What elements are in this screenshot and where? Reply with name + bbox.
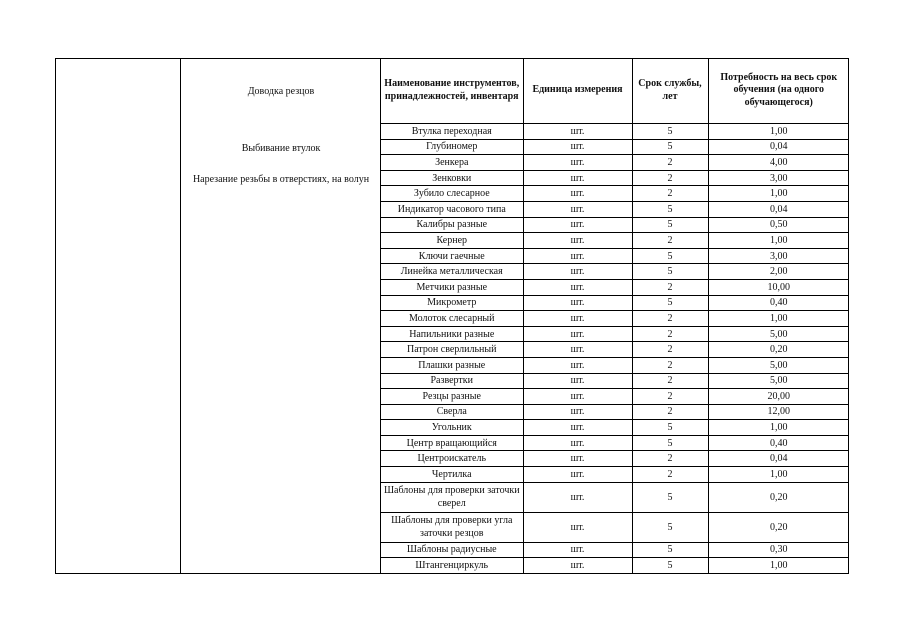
cell-need: 0,50 xyxy=(708,217,849,233)
cell-name: Чертилка xyxy=(381,467,523,483)
cell-name: Калибры разные xyxy=(381,217,523,233)
cell-unit: шт. xyxy=(523,373,632,389)
cell-need: 1,00 xyxy=(708,311,849,327)
cell-unit: шт. xyxy=(523,435,632,451)
table-row xyxy=(381,404,849,420)
cell-name: Молоток слесарный xyxy=(381,311,523,327)
cell-need: 0,40 xyxy=(708,295,849,311)
table-header-row xyxy=(381,58,849,124)
cell-unit: шт. xyxy=(523,248,632,264)
cell-need: 12,00 xyxy=(708,404,849,420)
cell-life: 2 xyxy=(632,170,708,186)
cell-name: Линейка металлическая xyxy=(381,264,523,280)
cell-need: 1,00 xyxy=(708,420,849,436)
empty-column xyxy=(55,58,181,574)
cell-life: 5 xyxy=(632,139,708,155)
cell-life: 5 xyxy=(632,295,708,311)
cell-need: 5,00 xyxy=(708,373,849,389)
table-row xyxy=(381,139,849,155)
cell-unit: шт. xyxy=(523,326,632,342)
cell-name: Штангенциркуль xyxy=(381,558,523,574)
table-row xyxy=(381,482,849,512)
cell-need: 0,20 xyxy=(708,342,849,358)
cell-unit: шт. xyxy=(523,404,632,420)
table-row xyxy=(381,357,849,373)
cell-need: 0,04 xyxy=(708,139,849,155)
cell-need: 4,00 xyxy=(708,155,849,171)
table-row xyxy=(381,342,849,358)
cell-life: 2 xyxy=(632,279,708,295)
cell-life: 2 xyxy=(632,389,708,405)
cell-life: 2 xyxy=(632,451,708,467)
table-row xyxy=(381,467,849,483)
cell-unit: шт. xyxy=(523,558,632,574)
cell-need: 5,00 xyxy=(708,326,849,342)
cell-unit: шт. xyxy=(523,233,632,249)
cell-name: Развертки xyxy=(381,373,523,389)
table-row xyxy=(381,248,849,264)
table-row xyxy=(381,233,849,249)
cell-unit: шт. xyxy=(523,170,632,186)
table-row xyxy=(381,451,849,467)
cell-need: 1,00 xyxy=(708,558,849,574)
cell-name: Индикатор часового типа xyxy=(381,201,523,217)
cell-name: Сверла xyxy=(381,404,523,420)
table-row xyxy=(381,558,849,574)
table-row xyxy=(381,217,849,233)
cell-name: Микрометр xyxy=(381,295,523,311)
table-row xyxy=(381,311,849,327)
table-row xyxy=(381,326,849,342)
cell-unit: шт. xyxy=(523,420,632,436)
cell-unit: шт. xyxy=(523,357,632,373)
cell-life: 2 xyxy=(632,357,708,373)
cell-unit: шт. xyxy=(523,389,632,405)
cell-name: Напильники разные xyxy=(381,326,523,342)
cell-name: Втулка переходная xyxy=(381,124,523,140)
cell-name: Глубиномер xyxy=(381,139,523,155)
table-row xyxy=(381,435,849,451)
cell-unit: шт. xyxy=(523,342,632,358)
cell-life: 5 xyxy=(632,558,708,574)
table-row xyxy=(381,186,849,202)
cell-life: 2 xyxy=(632,467,708,483)
cell-name: Зубило слесарное xyxy=(381,186,523,202)
table-row xyxy=(381,389,849,405)
table-row xyxy=(381,264,849,280)
cell-unit: шт. xyxy=(523,295,632,311)
cell-life: 2 xyxy=(632,186,708,202)
operations-column xyxy=(181,58,381,574)
cell-name: Ключи гаечные xyxy=(381,248,523,264)
cell-need: 3,00 xyxy=(708,248,849,264)
cell-name: Резцы разные xyxy=(381,389,523,405)
cell-need: 1,00 xyxy=(708,467,849,483)
operation-label: Выбивание втулок xyxy=(241,143,321,154)
header-need: Потребность на весь срок обучения (на одного обучающегося) xyxy=(708,58,849,124)
table-row xyxy=(381,155,849,171)
cell-need: 1,00 xyxy=(708,124,849,140)
table-row xyxy=(381,373,849,389)
cell-need: 20,00 xyxy=(708,389,849,405)
cell-life: 5 xyxy=(632,482,708,512)
cell-need: 0,04 xyxy=(708,451,849,467)
cell-need: 10,00 xyxy=(708,279,849,295)
cell-name: Центроискатель xyxy=(381,451,523,467)
cell-unit: шт. xyxy=(523,512,632,542)
cell-life: 2 xyxy=(632,326,708,342)
cell-life: 2 xyxy=(632,311,708,327)
header-life: Срок службы, лет xyxy=(632,58,708,124)
cell-need: 0,40 xyxy=(708,435,849,451)
cell-name: Метчики разные xyxy=(381,279,523,295)
table-row xyxy=(381,420,849,436)
table-row xyxy=(381,170,849,186)
table-body xyxy=(381,124,849,574)
cell-unit: шт. xyxy=(523,186,632,202)
header-name: Наименование инструментов, принадлежностей, инвентаря xyxy=(381,58,523,124)
cell-need: 0,30 xyxy=(708,542,849,558)
tools-table xyxy=(381,58,849,574)
cell-unit: шт. xyxy=(523,451,632,467)
cell-unit: шт. xyxy=(523,279,632,295)
cell-unit: шт. xyxy=(523,201,632,217)
table-row xyxy=(381,124,849,140)
cell-life: 5 xyxy=(632,542,708,558)
cell-life: 2 xyxy=(632,233,708,249)
table-row xyxy=(381,279,849,295)
cell-life: 5 xyxy=(632,201,708,217)
cell-life: 5 xyxy=(632,248,708,264)
cell-life: 5 xyxy=(632,124,708,140)
cell-life: 2 xyxy=(632,373,708,389)
cell-name: Шаблоны для проверки заточки сверел xyxy=(381,482,523,512)
cell-life: 5 xyxy=(632,420,708,436)
cell-name: Зенковки xyxy=(381,170,523,186)
cell-unit: шт. xyxy=(523,217,632,233)
cell-life: 5 xyxy=(632,512,708,542)
cell-life: 5 xyxy=(632,435,708,451)
cell-unit: шт. xyxy=(523,155,632,171)
cell-life: 2 xyxy=(632,342,708,358)
cell-unit: шт. xyxy=(523,264,632,280)
cell-life: 5 xyxy=(632,217,708,233)
cell-need: 1,00 xyxy=(708,233,849,249)
cell-unit: шт. xyxy=(523,482,632,512)
cell-name: Зенкера xyxy=(381,155,523,171)
cell-unit: шт. xyxy=(523,542,632,558)
cell-unit: шт. xyxy=(523,124,632,140)
cell-unit: шт. xyxy=(523,311,632,327)
cell-name: Патрон сверлильный xyxy=(381,342,523,358)
cell-need: 1,00 xyxy=(708,186,849,202)
cell-need: 0,04 xyxy=(708,201,849,217)
header-unit: Единица измерения xyxy=(523,58,632,124)
cell-life: 5 xyxy=(632,264,708,280)
cell-need: 2,00 xyxy=(708,264,849,280)
cell-name: Шаблоны для проверки угла заточки резцов xyxy=(381,512,523,542)
table-row xyxy=(381,542,849,558)
cell-life: 2 xyxy=(632,155,708,171)
cell-name: Угольник xyxy=(381,420,523,436)
table-row xyxy=(381,512,849,542)
cell-name: Плашки разные xyxy=(381,357,523,373)
cell-need: 0,20 xyxy=(708,512,849,542)
table-row xyxy=(381,295,849,311)
cell-need: 0,20 xyxy=(708,482,849,512)
cell-name: Шаблоны радиусные xyxy=(381,542,523,558)
cell-name: Центр вращающийся xyxy=(381,435,523,451)
cell-life: 2 xyxy=(632,404,708,420)
cell-need: 5,00 xyxy=(708,357,849,373)
table-row xyxy=(381,201,849,217)
cell-need: 3,00 xyxy=(708,170,849,186)
cell-unit: шт. xyxy=(523,139,632,155)
operation-label: Нарезание резьбы в отверстиях, на волун xyxy=(192,174,370,185)
cell-unit: шт. xyxy=(523,467,632,483)
operation-label: Доводка резцов xyxy=(247,86,315,97)
cell-name: Кернер xyxy=(381,233,523,249)
